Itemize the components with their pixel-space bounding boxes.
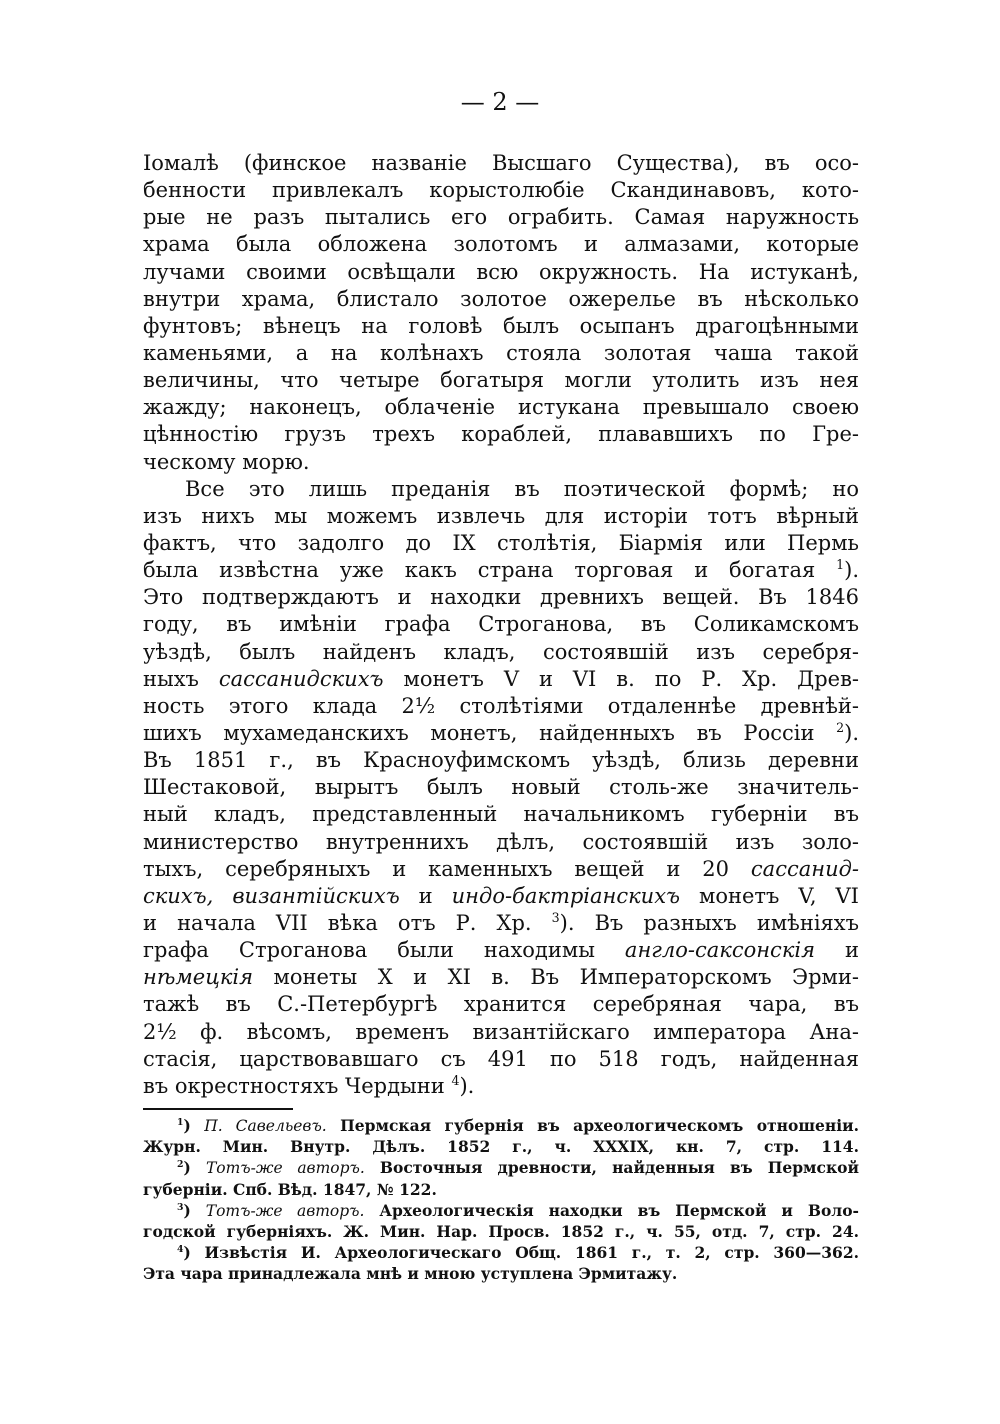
text-line: [143, 177, 859, 204]
footnote-ref: 3: [177, 1201, 184, 1213]
footnote-ref: 2: [836, 719, 845, 735]
text-segment: ный кладъ, представленный начальникомъ губерніи въ: [143, 802, 859, 827]
text-segment: ).: [844, 558, 859, 583]
footnote-line: [143, 1157, 859, 1178]
text-segment: монетъ V и VI в. по Р. Хр. Древ-: [383, 666, 859, 691]
text-segment: ность этого клада 2½ столѣтіями отдаленнѣе древнѣй-: [143, 693, 859, 718]
text-segment: уѣздѣ, былъ найденъ кладъ, состоявшій изъ серебря-: [143, 639, 859, 664]
text-line: [143, 476, 859, 503]
text-segment: Іомалѣ (финское названіе Высшаго Существа), въ осо-: [143, 151, 859, 175]
footnote-line: [143, 1200, 859, 1221]
italic-text: нѣмецкія: [143, 965, 254, 990]
text-segment: Это подтверждаютъ и находки древнихъ вещей. Въ 1846: [143, 585, 859, 610]
text-segment: Эта чара принадлежала мнѣ и мною уступлена Эрмитажу.: [143, 1264, 678, 1284]
text-segment: величины, что четыре богатыря могли утолить изъ нея: [143, 368, 859, 393]
text-line: [143, 367, 859, 394]
text-line: [143, 801, 859, 828]
text-line: [143, 1019, 859, 1046]
text-line: [143, 829, 859, 856]
text-segment: Восточныя древности, найденныя въ Пермской: [364, 1158, 859, 1178]
footnote-divider: [143, 1108, 293, 1110]
footnote-line: [143, 1115, 859, 1136]
text-segment: тажѣ въ С.-Петербургѣ хранится серебряная чара, въ: [143, 992, 859, 1017]
italic-text: сассанид-: [750, 856, 859, 881]
text-segment: тыхъ, серебряныхъ и каменныхъ вещей и 20: [143, 856, 751, 881]
text-segment: Пермская губернія въ археологическомъ отношеніи.: [326, 1116, 859, 1135]
text-segment: монетъ V, VI: [680, 883, 859, 908]
text-line: [143, 937, 859, 964]
text-segment: 2½ ф. вѣсомъ, временъ византійскаго императора Ана-: [143, 1019, 859, 1044]
text-segment: графа Строганова были находимы: [143, 938, 625, 963]
text-segment: каменьями, а на колѣнахъ стояла золотая чаша такой: [143, 340, 859, 365]
text-line: [143, 530, 859, 557]
text-segment: шихъ мухамеданскихъ монетъ, найденныхъ въ Россіи: [143, 720, 837, 745]
footnote-ref: 4: [451, 1072, 460, 1088]
text-segment: фактъ, что задолго до IX столѣтія, Біармія или Пермь: [143, 530, 859, 555]
footnotes: [143, 1115, 859, 1285]
text-segment: ): [183, 1200, 206, 1220]
text-line: [143, 449, 859, 476]
footnote-line: [143, 1242, 859, 1263]
footnote-line: [143, 1136, 859, 1157]
text-segment: Шестаковой, вырытъ былъ новый столь-же значитель-: [143, 775, 859, 800]
text-line: [143, 964, 859, 991]
text-segment: ) Извѣстія И. Археологическаго Общ. 1861 г., т. 2, стр. 360—362.: [183, 1243, 859, 1263]
text-line: [143, 204, 859, 231]
text-line: [143, 394, 859, 421]
italic-text: англо-саксонскія: [624, 938, 815, 963]
text-line: [143, 856, 859, 883]
footnote-ref: 4: [177, 1243, 184, 1255]
text-line: [143, 666, 859, 693]
text-segment: году, въ имѣніи графа Строганова, въ Соликамскомъ: [143, 612, 859, 637]
text-line: [143, 693, 859, 720]
text-line: [143, 774, 859, 801]
text-segment: была извѣстна уже какъ страна торговая и богатая: [143, 558, 837, 583]
text-segment: монеты X и XI в. Въ Императорскомъ Эрми-: [253, 965, 859, 990]
text-segment: рые не разъ пытались его ограбить. Самая наружность: [143, 205, 859, 230]
text-line: [143, 883, 859, 910]
text-segment: внутри храма, блистало золотое ожерелье въ нѣсколько: [143, 286, 859, 311]
text-segment: Археологическія находки въ Пермской и Воло-: [364, 1200, 859, 1220]
text-segment: и начала VII вѣка отъ Р. Хр.: [143, 910, 552, 935]
text-line: [143, 747, 859, 774]
text-line: [143, 910, 859, 937]
text-line: [143, 421, 859, 448]
text-line: [143, 340, 859, 367]
text-segment: въ окрестностяхъ Чердыни: [143, 1073, 452, 1098]
text-segment: жажду; наконецъ, облаченіе истукана превышало своею: [143, 395, 859, 420]
text-segment: ): [183, 1116, 205, 1135]
text-line: [143, 286, 859, 313]
italic-text: сассанидскихъ: [218, 666, 384, 691]
footnote-ref: 1: [836, 557, 845, 573]
text-segment: ческому морю.: [143, 449, 310, 474]
text-segment: губерніи. Спб. Вѣд. 1847, № 122.: [143, 1179, 437, 1199]
text-segment: стасія, царствовавшаго съ 491 по 518 годъ, найденная: [143, 1046, 859, 1071]
italic-text: Тотъ-же авторъ.: [205, 1201, 365, 1220]
text-line: [143, 557, 859, 584]
italic-text: Тотъ-же авторъ.: [205, 1159, 365, 1178]
text-line: [143, 1046, 859, 1073]
text-segment: и: [399, 883, 452, 908]
footnote-ref: 3: [551, 909, 560, 925]
text-segment: ). Въ разныхъ имѣніяхъ: [559, 910, 859, 935]
text-line: [143, 150, 859, 177]
text-segment: ).: [844, 720, 859, 745]
footnote-ref: 1: [177, 1116, 184, 1128]
page-number: — 2 —: [460, 88, 540, 116]
text-line: [143, 503, 859, 530]
text-line: [143, 991, 859, 1018]
footnote-ref: 2: [177, 1159, 184, 1171]
text-line: [143, 313, 859, 340]
text-line: [143, 231, 859, 258]
text-segment: Журн. Мин. Внутр. Дѣлъ. 1852 г., ч. XXXIX, кн. 7, стр. 114.: [143, 1137, 859, 1157]
text-segment: ): [183, 1158, 206, 1178]
text-line: [143, 1073, 859, 1100]
text-segment: Все это лишь преданія въ поэтической формѣ; но: [185, 476, 859, 501]
text-line: [143, 611, 859, 638]
text-line: [143, 720, 859, 747]
text-segment: храма была обложена золотомъ и алмазами, которые: [143, 232, 859, 257]
body-text: [143, 150, 859, 1100]
italic-text: П. Савельевъ.: [204, 1117, 327, 1135]
text-line: [143, 639, 859, 666]
italic-text: скихъ, византійскихъ: [143, 883, 400, 908]
text-segment: Въ 1851 г., въ Красноуфимскомъ уѣздѣ, близь деревни: [143, 748, 859, 773]
footnote-line: [143, 1263, 859, 1284]
text-segment: годской губерніяхъ. Ж. Мин. Нар. Просв. 1852 г., ч. 55, отд. 7, стр. 24.: [143, 1221, 859, 1241]
text-line: [143, 259, 859, 286]
footnote-line: [143, 1221, 859, 1242]
text-segment: фунтовъ; вѣнецъ на головѣ былъ осыпанъ драгоцѣнными: [143, 313, 859, 338]
text-segment: изъ нихъ мы можемъ извлечь для исторіи тотъ вѣрный: [143, 503, 859, 528]
text-segment: ныхъ: [143, 666, 219, 691]
text-segment: лучами своими освѣщали всю окружность. На истуканѣ,: [143, 259, 859, 284]
italic-text: индо-бактріанскихъ: [451, 883, 681, 908]
text-segment: и: [814, 938, 859, 963]
text-segment: ).: [459, 1073, 475, 1098]
text-line: [143, 584, 859, 611]
text-segment: цѣнностію грузъ трехъ кораблей, плававшихъ по Гре-: [143, 422, 859, 447]
footnote-line: [143, 1179, 859, 1200]
text-segment: бенности привлекалъ корыстолюбіе Скандинавовъ, кото-: [143, 178, 859, 203]
text-segment: министерство внутреннихъ дѣлъ, состоявшій изъ золо-: [143, 829, 859, 854]
